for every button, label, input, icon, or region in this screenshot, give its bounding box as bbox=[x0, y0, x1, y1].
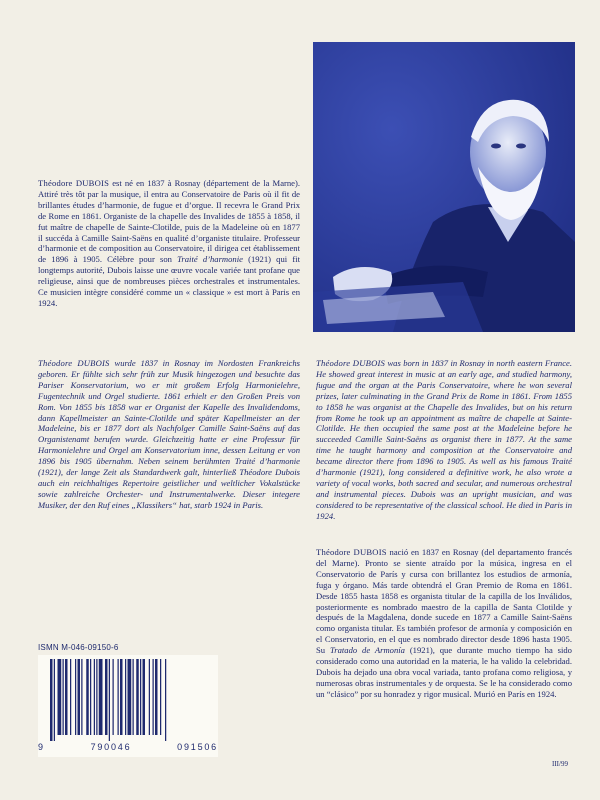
french-book-title: Traité d’harmonie bbox=[177, 254, 243, 265]
barcode-number bbox=[38, 742, 218, 752]
barcode-bar bbox=[58, 659, 62, 735]
barcode-bar bbox=[81, 659, 82, 735]
barcode-bar bbox=[128, 659, 132, 735]
barcode-bar bbox=[155, 659, 158, 735]
barcode-bar bbox=[109, 659, 110, 741]
german-name: Théodore DUBOIS bbox=[38, 358, 110, 368]
english-biography bbox=[316, 358, 572, 522]
barcode-bar bbox=[90, 659, 91, 735]
spanish-text-before-title: nació en 1837 en Rosnay (del departamento francés del Marne). Pronto se siente atraído por la música, ingresa en el Conservatorio de París y cursa con brillantez los estudios de armonía, fuga y órgano. Más tarde obtendrá el Gran Premio de Roma en 1861. Desde 1855 hasta 1858 es organista titular de la capilla de los Inválidos, posteriormente es nombrado maestro de la capilla de Santa Clotilde y después de la Magdalena, donde sucede en 1877 a Camille Saint-Saëns como organista titular. Es también profesor de armonía y composición en el Conservatorio, en el que es nombrado director desde 1896 hasta 1905. Su bbox=[316, 547, 572, 656]
barcode-bar bbox=[160, 659, 161, 735]
barcode-bar bbox=[94, 659, 95, 735]
spanish-text-after-title: (1921), que durante mucho tiempo ha sido considerado como una autoridad en la materia, le ha valido la celebridad. Dubois ha dejado una obra vocal variada, tanto profana como religiosa, y numerosas obras instrumentales y de orquesta. Se le ha considerado como un “clásico” por su honradez y rigor musical. Murió en París en 1924. bbox=[316, 645, 572, 699]
barcode-bar bbox=[75, 659, 76, 735]
barcode-bar bbox=[120, 659, 123, 735]
english-text: was born in 1837 in Rosnay in north eastern France. He showed great interest in music at an early age, and studied harmony, fugue and the organ at the Paris Conservatoire, where he won several prizes, later culminating in the Grand Prix de Rome in 1861. From 1855 to 1858 he was organist at the Chapelle des Invalides, but on his return from Rome he took up an appointment as maître de chapelle at Sainte-Clotilde. He then occupied the same post at the Madeleine before he succeeded Camille Saint-Saëns as organist there in 1877. At the same time he taught harmony and composition at the Conservatoire and became director there from 1896 to 1905. As well as his famous Traité d’harmonie (1921), long considered a definitive work, he also wrote a variety of vocal works, both sacred and secular, and numerous orchestral and instrumental pieces. Dubois was an upright musician, and was considered to be representative of the classical school. He died in Paris in 1924. bbox=[316, 358, 572, 521]
barcode-bar bbox=[133, 659, 134, 735]
barcode-bar bbox=[86, 659, 89, 735]
spanish-name: Théodore DUBOIS bbox=[316, 547, 387, 557]
barcode-bar bbox=[113, 659, 114, 735]
barcode-bar bbox=[96, 659, 97, 735]
french-text-after-title: (1921) qui fit longtemps autorité, Dubois laisse une œuvre vocale variée tant profane que religieuse, ainsi que de nombreuses pièces orchestrales et instrumentales. Ce musicien intègre considéré comme un « classique » est mort à Paris en 1924. bbox=[38, 254, 300, 308]
barcode-bar bbox=[99, 659, 103, 735]
french-text-before-title: est né en 1837 à Rosnay (département de la Marne). Attiré très tôt par la musique, il entra au Conservatoire de Paris où il fit de brillantes études d’harmonie, de fugue et d’orgue. Il recevra le Grand Prix de Rome en 1861. Organiste de la chapelle des Invalides de 1855 à 1858, il fut maître de chapelle de Sainte-Clotilde, puis de la Madeleine où en 1877 il succéda à Camille Saint-Saëns en qualité d’organiste titulaire. Professeur d’harmonie et de composition au Conservatoire, il dirigea cet établissement de 1896 à 1905. Célèbre pour son bbox=[38, 178, 300, 265]
barcode-bar bbox=[54, 659, 55, 741]
barcode-bar bbox=[63, 659, 64, 735]
barcode-bar bbox=[143, 659, 146, 735]
barcode-bar bbox=[149, 659, 150, 735]
ismn-label: ISMN M-046-09150-6 bbox=[38, 643, 119, 652]
french-biography bbox=[38, 178, 300, 309]
barcode-bar bbox=[118, 659, 119, 735]
spanish-book-title: Tratado de Armonía bbox=[329, 645, 405, 656]
german-biography bbox=[38, 358, 300, 511]
barcode-bar bbox=[50, 659, 53, 741]
portrait-photo bbox=[313, 42, 575, 332]
barcode-bars bbox=[38, 655, 218, 741]
barcode-bar bbox=[165, 659, 166, 741]
spanish-biography bbox=[316, 547, 572, 700]
barcode-bar bbox=[65, 659, 68, 735]
barcode-bar bbox=[153, 659, 154, 735]
catalog-code: III/99 bbox=[552, 760, 568, 768]
barcode-bar bbox=[70, 659, 71, 735]
french-name: Théodore DUBOIS bbox=[38, 178, 110, 188]
barcode-bar bbox=[140, 659, 141, 735]
barcode-bar bbox=[105, 659, 108, 735]
barcode-left-group: 790046 bbox=[90, 742, 132, 752]
english-name: Théodore DUBOIS bbox=[316, 358, 386, 368]
barcode-right-group: 091506 bbox=[177, 742, 218, 752]
german-text: wurde 1837 in Rosnay im Nordosten Frankreichs geboren. Er fühlte sich sehr früh zur Musik hingezogen und besuchte das Pariser Konservatorium, wo er mit großem Erfolg Harmonielehre, Fugentechnik und Orgel studierte. 1861 erhielt er den Großen Preis von Rom. Von 1855 bis 1858 war er Organist der Kapelle des Invalidendoms, dann Kapellmeister an Sainte-Clotilde und später Kapellmeister an der Madeleine, bis er 1877 dort als Nachfolger Camille Saint-Saëns auf das Organistenamt berufen wurde. Gleichzeitig hatte er eine Professur für Harmonielehre und Orgel am Konservatorium inne, dessen Leitung er von 1896 bis 1905 übernahm. Neben seinem berühmten Traité d’harmonie (1921), der lange Zeit als Standardwerk galt, hinterließ Théodore Dubois auch ein reichhaltiges Repertoire geistlicher und weltlicher Vokalstücke sowie zahlreiche Orchester- und Instrumentalwerke. Dieser integere Musiker, der den Ruf eines „Klassikers“ hat, starb 1924 in Paris. bbox=[38, 358, 300, 510]
portrait-illustration bbox=[313, 42, 575, 332]
barcode-bar bbox=[78, 659, 81, 735]
barcode-first-digit: 9 bbox=[38, 742, 45, 752]
barcode-bar bbox=[125, 659, 126, 735]
barcode-bar bbox=[136, 659, 139, 735]
